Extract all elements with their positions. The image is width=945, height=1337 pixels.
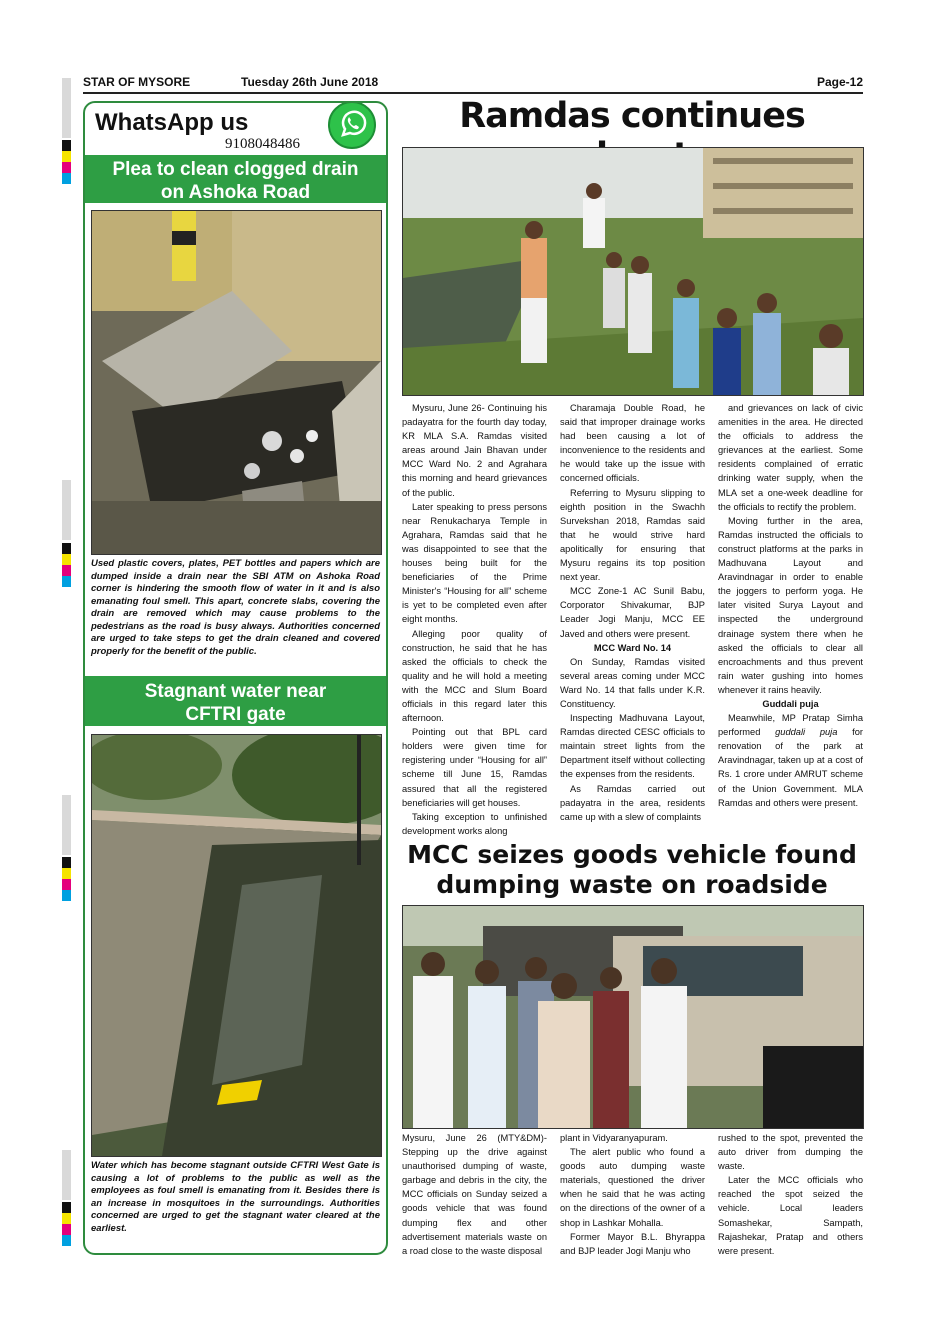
reader-complaints-box <box>83 101 388 1255</box>
article1-headline: Ramdas continues <box>459 96 805 136</box>
article2-column-2: plant in Vidyaranyapuram. The alert public who found a goods auto dumping waste materials, questioned the driver when he said that he was acting on the directions of the owner of a shop in Lashkar Mohalla. Former Mayor B.L. Bhyrappa and BJP leader Jogi Manju who <box>560 1133 705 1256</box>
article1-column-2: Charamaja Double Road, he said that improper drainage works had been causing a lot of inconvenience to the residents and he would take up the issue with concerned officials. Referring to Mysuru slipping to eighth position in the Swachh Survekshan 2018, Ramdas said that he would strive hard apolitically for ensuring that Mysuru regains its top position next year. MCC Zone-1 AC Sunil Babu, Corporator Shivakumar, BJP Leader Jogi Manju, MCC EE Javed and others were present. MCC Ward No. 14 On Sunday, Ramdas visited several areas coming under MCC Ward No. 14 that falls under K.R. Constituency. Inspecting Madhuvana Layout, Ramdas directed CESC officials to maintain street lights from the Department itself without collecting the expenses from the residents. As Ramdas carried out padayatra in the area, residents came up with a slew of complaints <box>560 403 705 822</box>
margin-bar <box>62 78 71 138</box>
paper-name: STAR OF MYSORE <box>83 75 191 89</box>
whatsapp-number: 9108048486 <box>225 136 300 152</box>
article1-column-1: Mysuru, June 26- Continuing his padayatra for the fourth day today, KR MLA S.A. Ramdas visited areas around Jain Bhavan under MCC Ward No. 2 and Agrahara this morning and heard grievances of the public. Later speaking to press persons near Renukacharya Temple in Agrahara, Ramdas said that he was disappointed to see that the houses being built for the beneficiaries of the Prime Minister's “Housing for all” scheme is yet to be completed even after eight months. Alleging poor quality of construction, he said that he has asked the officials to check the quality and he will hold a meeting with the MCC and Slum Board officials in this regard later this afternoon. Pointing out that BPL card holders were given time for registering under “Housing for all” scheme till June 15, Ramdas assured that all the registered beneficiaries will get houses. Taking exception to unfinished development works along <box>402 403 547 836</box>
stagnant-water-photo <box>91 734 382 1157</box>
padayatra-photo <box>402 147 864 396</box>
whatsapp-title: WhatsApp us <box>95 109 249 136</box>
subhead-ward: MCC Ward No. 14 <box>593 642 672 653</box>
story2-title: Stagnant water near CFTRI gate <box>85 676 386 726</box>
registration-marks <box>62 140 71 184</box>
margin-bar <box>62 1150 71 1200</box>
article1-column-3: and grievances on lack of civic amenities in the area. He directed the officials to address the grievances at the earliest. Some residents complained of erratic drinking water supply, when the MLA set a one-week deadline for the officials to rectify the problem. Moving further in the area, Ramdas instructed the officials to construct platforms at the parks in Madhuvana Layout and Aravindnagar in order to enable the joggers to perform yoga. He later visited Surya Layout and inspected the underground drainage system there when he asked the officials to clear all encroachments and thus prevent rain water gushing into homes whenever it rains heavily. Guddali puja Meanwhile, MP Pratap Simha performed guddali puja for renovation of the park at Aravindnagar, taken up at a cost of Rs. 1 crore under AMRUT scheme of the Union Government. MLA Ramdas and others were present. <box>718 403 863 808</box>
seized-vehicle-photo <box>402 905 864 1129</box>
story1-caption: Used plastic covers, plates, PET bottles and papers which are dumped inside a drain near the SBI ATM on Ashoka Road corner is hindering the smooth flow of water in it and is also emanating foul smell. This apart, concrete slabs, covering the drain are removed which may cause problems to the pedestrians as the road is busy always. Authorities concerned are urged to take steps to get the drain cleaned and covered properly for the benefit of the public. <box>91 558 380 657</box>
page-header <box>83 72 863 94</box>
drain-photo <box>91 210 382 555</box>
margin-bar <box>62 480 71 540</box>
issue-date: Tuesday 26th June 2018 <box>241 75 379 89</box>
margin-bar <box>62 795 71 855</box>
registration-marks <box>62 543 71 587</box>
registration-marks <box>62 1202 71 1246</box>
story2-caption: Water which has become stagnant outside CFTRI West Gate is causing a lot of problems to the public as well as the employees as foul smell is emanating from it. Besides there is an increase in mosquitoes in the surroundings. Authorities concerned are urged to get the stagnant water cleared at the earliest. <box>91 1160 380 1234</box>
article2-column-3: rushed to the spot, prevented the auto driver from dumping the waste. Later the MCC officials who reached the spot seized the vehicle. Local leaders Somashekar, Sampath, Rajashekar, Pratap and others were present. <box>718 1133 863 1256</box>
article2-headline: MCC seizes goods vehicle found dumping waste on roadside <box>407 840 857 899</box>
page-number: Page-12 <box>816 75 863 89</box>
subhead-guddali-puja: Guddali puja <box>762 698 819 709</box>
story1-title: Plea to clean clogged drain on Ashoka Road <box>85 155 386 203</box>
whatsapp-icon <box>328 101 376 149</box>
registration-marks <box>62 857 71 901</box>
article2-column-1: Mysuru, June 26 (MTY&DM)- Stepping up the drive against unauthorised dumping of waste, garbage and debris in the city, the MCC officials on Sunday seized a goods vehicle that was found dumping flex and other advertisement materials waste on a road close to the waste disposal <box>402 1133 547 1256</box>
